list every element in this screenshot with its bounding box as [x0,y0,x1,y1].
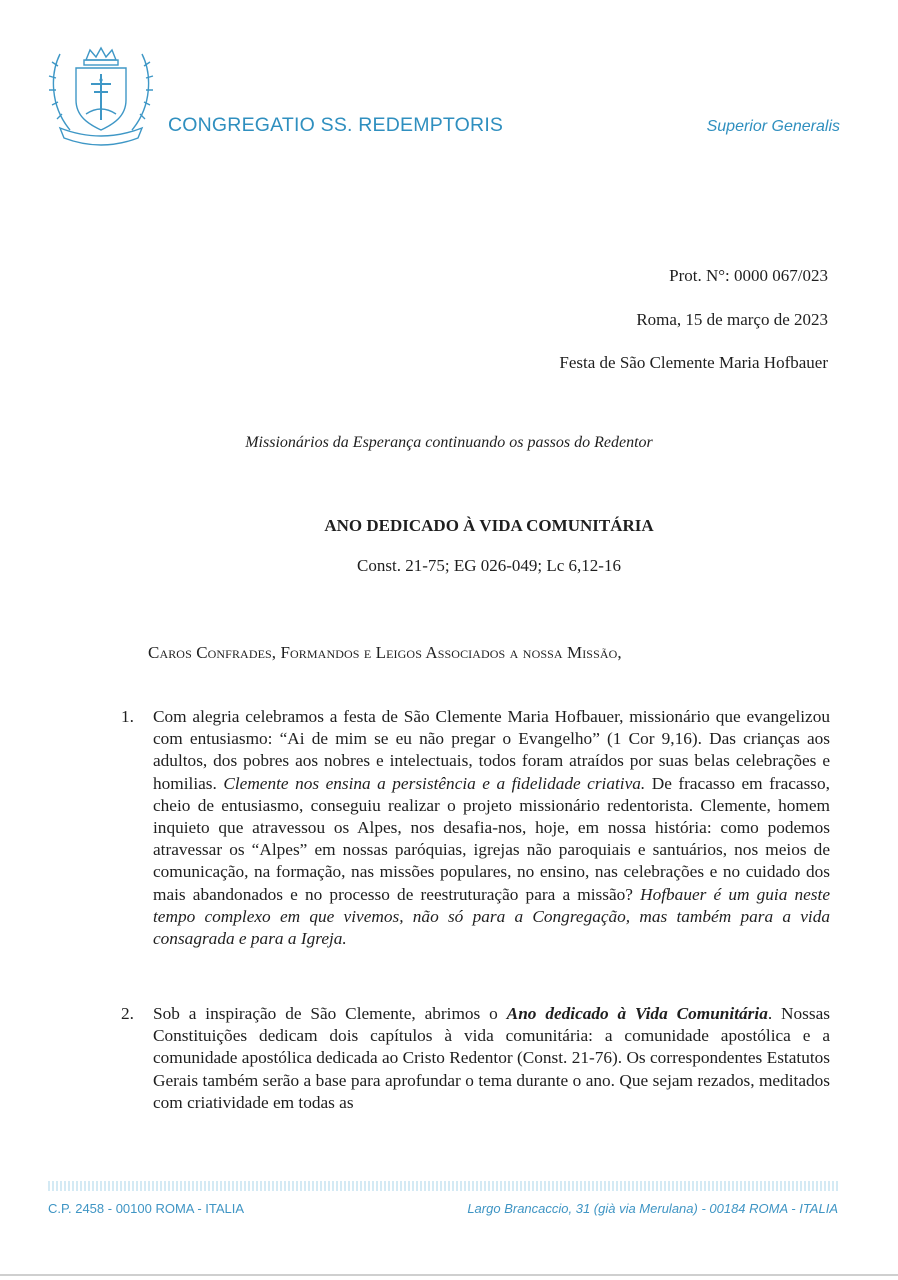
organization-role: Superior Generalis [706,118,840,135]
paragraph-text: Com alegria celebramos a festa de São Clemente Maria Hofbauer, missionário que evangelizou com entusiasmo: “Ai de mim se eu não pregar o Evangelho” (1 Cor 9,16). Das crianças aos adultos, dos pobres aos nobres e intelectuais, todos foram atraídos por suas belas celebrações e homilias. [153,707,830,793]
protocol-number: Prot. N°: 0000 067/023 [669,266,828,285]
paragraph-1 [121,706,830,950]
footer-street-address: Largo Brancaccio, 31 (già via Merulana) - 00184 ROMA - ITALIA [467,1201,838,1216]
salutation: Caros Confrades, Formandos e Leigos Associados a nossa Missão, [148,643,622,662]
paragraph-emphasis: Hofbauer é um guia neste tempo complexo em que vivemos, não só para a Congregação, mas também para a vida consagrada e para a Igreja. [153,884,830,949]
paragraph-number: 1. [121,707,134,726]
paragraph-text: . Nossas Constituições dedicam dois capítulos à vida comunitária: a comunidade apostólica e a comunidade apostólica dedicada ao Cristo Redentor (Const. 21-76). Os correspondentes Estatutos Gerais também serão a base para aprofundar o tema durante o ano. Que sejam rezados, meditados com criatividade em todas as [153,1004,831,1112]
motto: Missionários da Esperança continuando os passos do Redentor [245,434,653,451]
paragraph-text: Sob a inspiração de São Clemente, abrimos o [153,1004,507,1023]
paragraph-text: De fracasso em fracasso, cheio de entusiasmo, conseguiu realizar o projeto missionário redentorista. Clemente, homem inquieto que atravessou os Alpes, nos desafia-nos, hoje, em nossa história: como podemos atravessar os “Alpes” em nossas paróquias, igrejas não paroquiais e santuários, nos meios de comunicação, na formação, nas missões populares, no ensino, nas celebrações e no cuidado dos mais abandonados e no processo de reestruturação para a missão? [153,773,830,904]
congregation-crest-logo [46,44,156,148]
paragraph-2 [121,1003,831,1114]
document-title: ANO DEDICADO À VIDA COMUNITÁRIA [324,516,654,535]
paragraph-emphasis: Ano dedicado à Vida Comunitária [506,1004,768,1023]
footer-postal-address: C.P. 2458 - 00100 ROMA - ITALIA [48,1201,245,1216]
paragraph-emphasis: Clemente nos ensina a persistência e a fidelidade criativa. [223,773,646,793]
paragraph-number: 2. [121,1004,134,1023]
organization-name: CONGREGATIO SS. REDEMPTORIS [168,114,504,136]
page-edge-line [0,1274,898,1276]
feast-day: Festa de São Clemente Maria Hofbauer [559,353,828,372]
document-references: Const. 21-75; EG 026-049; Lc 6,12-16 [357,556,621,575]
letter-date: Roma, 15 de março de 2023 [636,310,828,329]
footer-divider [48,1181,838,1191]
